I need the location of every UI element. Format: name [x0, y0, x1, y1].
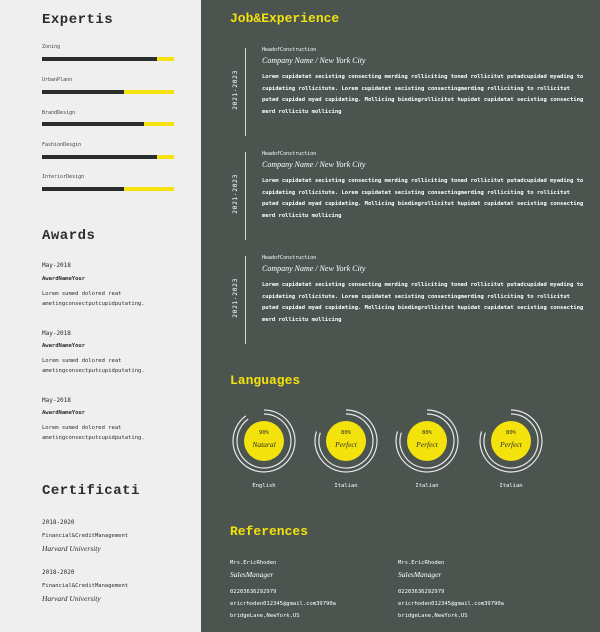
timeline-line	[245, 48, 246, 136]
language-percent: 80%	[341, 430, 351, 436]
skill-label: BrandDesign	[42, 110, 76, 116]
language-gauge	[475, 405, 555, 505]
skill-fill	[42, 90, 124, 94]
award-desc: Lorem sumed dolored reat ametingconsectputcupidputating.	[42, 291, 145, 307]
job-years: 2021-2023	[231, 70, 239, 110]
language-name: Italian	[334, 483, 358, 489]
awards-title: Awards	[42, 228, 96, 244]
reference-name: Mrs.EricRhoden	[398, 560, 445, 566]
job-desc: Lorem cupidatat secisting consecting merding rolliciting toned rollicitut putadcupidad myading to cupidating rollicitute. Lorem cupidatat secisting consectingmerding rolliciting to rollicitut putad cupidad myad cupidating. Mollicing bindingrollicitut hupidat cupidatat secisting consecting merd rollicitu mollicing	[262, 74, 584, 115]
award-date: May-2018	[42, 330, 71, 337]
cert-years: 2018-2020	[42, 569, 75, 576]
job-years: 2021-2023	[231, 278, 239, 318]
skill-label: UrbanPlann	[42, 77, 73, 83]
job-company: Company Name / New York City	[262, 160, 366, 169]
reference-role: SalesManager	[398, 570, 442, 579]
award-desc: Lorem sumed dolored reat ametingconsectputcupidputating.	[42, 425, 145, 441]
reference-phone: 02203636292979	[398, 589, 445, 595]
language-level: Natural	[252, 440, 276, 449]
job-role: HeadofConstruction	[262, 255, 317, 261]
skill-bar	[42, 155, 174, 159]
reference-phone: 02203636292979	[230, 589, 277, 595]
award-date: May-2018	[42, 262, 71, 269]
skill-bar	[42, 122, 174, 126]
language-percent: 80%	[506, 430, 516, 436]
job-role: HeadofConstruction	[262, 47, 317, 53]
language-name: Italian	[499, 483, 523, 489]
award-date: May-2018	[42, 397, 71, 404]
cert-name: Financial&CreditManagement	[42, 533, 129, 539]
language-gauge	[391, 405, 471, 505]
job-role: HeadofConstruction	[262, 151, 317, 157]
award-desc: Lorem sumed dolored reat ametingconsectputcupidputating.	[42, 358, 145, 374]
language-name: Italian	[415, 483, 439, 489]
references-title: References	[230, 524, 309, 539]
skill-fill	[42, 122, 144, 126]
job-company: Company Name / New York City	[262, 56, 366, 65]
cert-school: Harvard University	[42, 544, 101, 553]
skill-label: Zoning	[42, 44, 61, 50]
certificates-title: Certificati	[42, 483, 140, 499]
language-name: English	[252, 483, 276, 489]
expertise-title: Expertis	[42, 12, 114, 28]
reference-address: bridgeLane,NewYork,US	[230, 613, 300, 619]
reference-email: ericrhoden012345@gmail.com39790a	[398, 601, 504, 607]
job-company: Company Name / New York City	[262, 264, 366, 273]
skill-label: InteriorDesign	[42, 174, 85, 180]
skill-bar	[42, 90, 174, 94]
cert-school: Harvard University	[42, 594, 101, 603]
reference-email: ericrhoden012345@gmail.com39790a	[230, 601, 336, 607]
award-name: AwardNameYour	[42, 343, 86, 349]
reference-role: SalesManager	[230, 570, 274, 579]
job-desc: Lorem cupidatat secisting consecting merding rolliciting toned rollicitut putadcupidad myading to cupidating rollicitute. Lorem cupidatat secisting consectingmerding rolliciting to rollicitut putad cupidad myad cupidating. Mollicing bindingrollicitut hupidat cupidatat secisting consecting merd rollicitu mollicing	[262, 178, 584, 219]
cert-years: 2018-2020	[42, 519, 75, 526]
cert-name: Financial&CreditManagement	[42, 583, 129, 589]
job-entry	[228, 148, 588, 244]
job-years: 2021-2023	[231, 174, 239, 214]
language-level: Perfect	[335, 440, 357, 449]
language-level: Perfect	[416, 440, 438, 449]
skill-fill	[42, 57, 157, 61]
language-gauge	[310, 405, 390, 505]
timeline-line	[245, 152, 246, 240]
job-desc: Lorem cupidatat secisting consecting merding rolliciting toned rollicitut putadcupidad myading to cupidating rollicitute. Lorem cupidatat secisting consectingmerding rolliciting to rollicitut putad cupidad myad cupidating. Mollicing bindingrollicitut hupidat cupidatat secisting consecting merd rollicitu mollicing	[262, 282, 584, 323]
skill-bar	[42, 57, 174, 61]
timeline-line	[245, 256, 246, 344]
left-column	[0, 0, 201, 632]
skill-label: FashionDesgin	[42, 142, 82, 148]
skill-bar	[42, 187, 174, 191]
skill-fill	[42, 155, 157, 159]
languages-title: Languages	[230, 373, 301, 388]
award-name: AwardNameYour	[42, 410, 86, 416]
language-percent: 90%	[259, 430, 269, 436]
jobs-title: Job&Experience	[230, 11, 340, 26]
language-gauge	[228, 405, 308, 505]
reference-address: bridgeLane,NewYork,US	[398, 613, 468, 619]
reference-name: Mrs.EricRhoden	[230, 560, 277, 566]
skill-fill	[42, 187, 124, 191]
award-name: AwardNameYour	[42, 276, 86, 282]
job-entry	[228, 44, 588, 140]
language-level: Perfect	[500, 440, 522, 449]
job-entry	[228, 252, 588, 348]
language-percent: 80%	[422, 430, 432, 436]
